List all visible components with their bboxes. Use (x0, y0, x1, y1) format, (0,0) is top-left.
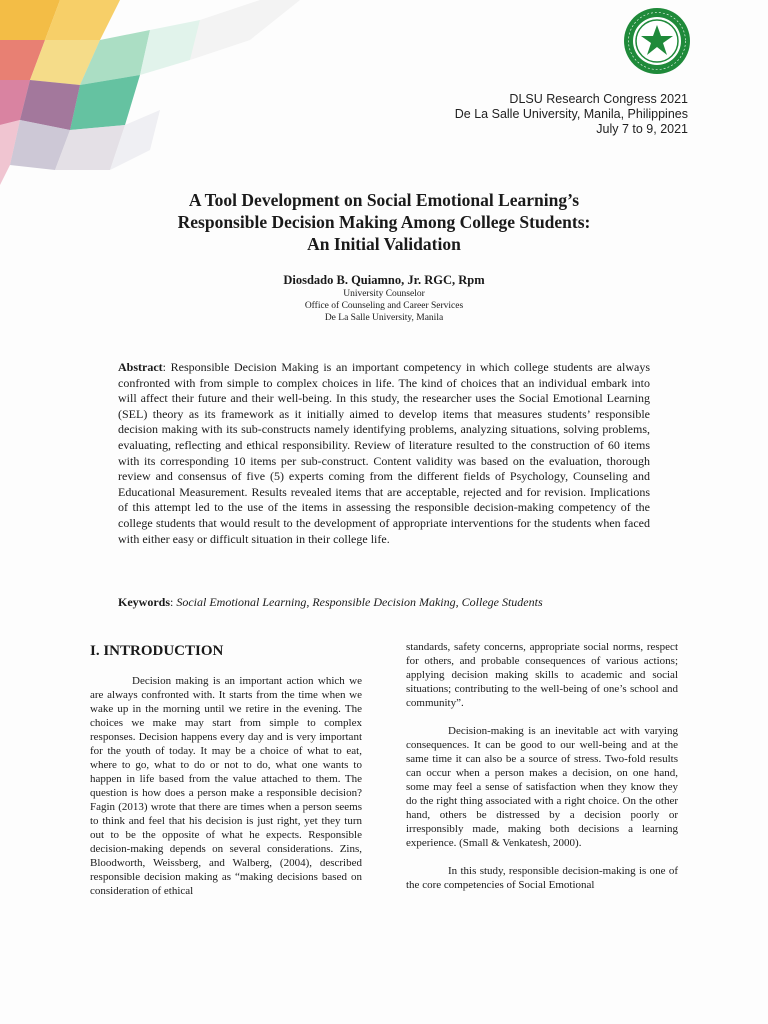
body-paragraph: In this study, responsible decision-making is one of the core competencies of Social Emotional (406, 865, 678, 891)
university-seal-logo (622, 6, 692, 76)
title-line: A Tool Development on Social Emotional Learning’s (188, 190, 580, 210)
keywords-label: Keywords (118, 595, 170, 609)
conference-venue: De La Salle University, Manila, Philippines (454, 107, 688, 121)
right-column (406, 640, 678, 892)
section-heading: I. INTRODUCTION (90, 643, 224, 659)
author-name: Diosdado B. Quiamno, Jr. RGC, Rpm (283, 273, 485, 287)
author-block (0, 272, 768, 324)
body-paragraph: standards, safety concerns, appropriate social norms, respect for others, and probable consequences of various actions; applying decision making skills to academic and social situations; contributing to the well-being of one’s school and community”. (406, 641, 678, 709)
author-institution: De La Salle University, Manila (324, 313, 444, 323)
abstract (118, 360, 650, 547)
keywords: Keywords: Social Emotional Learning, Responsible Decision Making, College Students (118, 595, 543, 609)
body-paragraph: Decision-making is an inevitable act with varying consequences. It can be good to our well-being and at the same time it can also be a source of stress. Two-fold results can occur when a person makes a decision, on one hand, some may feel a sense of satisfaction when they know they do the right thing associated with a right choice. On the other hand, others be distressed by a decision poorly or irresponsibly made, making both decisions a learning experience. (Small & Venkatesh, 2000). (406, 725, 678, 849)
conference-name: DLSU Research Congress 2021 (509, 92, 688, 106)
author-office: Office of Counseling and Career Services (304, 301, 464, 311)
title-line: An Initial Validation (307, 234, 461, 254)
abstract-label: Abstract (118, 360, 163, 374)
title-line: Responsible Decision Making Among College Students: (177, 212, 591, 232)
abstract-text: : Responsible Decision Making is an important competency in which college students are always confronted with from simple to complex choices in life. The kind of choices that an individual embark into will affect their future and their well-being. In this study, the researcher uses the Social Emotional Learning (SEL) theory as its framework as it initially aimed to develop items that measures students’ responsible decision making with its sub-constructs namely identifying problems, analyzing situations, solving problems, evaluating, reflecting and ethical responsibility. Review of literature resulted to the construction of 60 items with its corresponding 10 items per sub-construct. Content validity was based on the evaluation, thorough review and consensus of five (5) experts coming from the different fields of Psychology, Counseling and Educational Measurement. Results revealed items that are acceptable, rejected and for revision. Implications of this attempt led to the use of the items in assessing the responsible decision-making competency of the college students that would result to the development of appropriate interventions for the students when faced with either easy or difficult situation in their college life. (118, 360, 650, 546)
conference-dates: July 7 to 9, 2021 (596, 122, 688, 136)
decorative-hexagon-graphic (0, 0, 300, 190)
body-paragraph: Decision making is an important action which we are always confronted with. It starts from the time when we wake up in the morning until we retire in the evening. The choices we make may start from simple to complex responses. Decision happens every day and is very important for the youth of today. It may be a choice of what to eat, where to go, what to do or not to do, what one wants to happen in life based from the value attached to them. The question is how does a person make a responsible decision? Fagin (2013) wrote that there are times when a person seems to think and feel that his decision is just right, yet they turn out to be the opposite of what he expects. Responsible decision-making depends on several considerations. Zins, Bloodworth, Weissberg, and Walberg, (2004), described responsible decision making as “making decisions based on consideration of ethical (90, 675, 362, 897)
author-position: University Counselor (343, 289, 425, 299)
keywords-text: Social Emotional Learning, Responsible Decision Making, College Students (176, 595, 543, 609)
conference-info (455, 92, 688, 137)
paper-title (0, 189, 768, 255)
left-column (90, 642, 362, 898)
